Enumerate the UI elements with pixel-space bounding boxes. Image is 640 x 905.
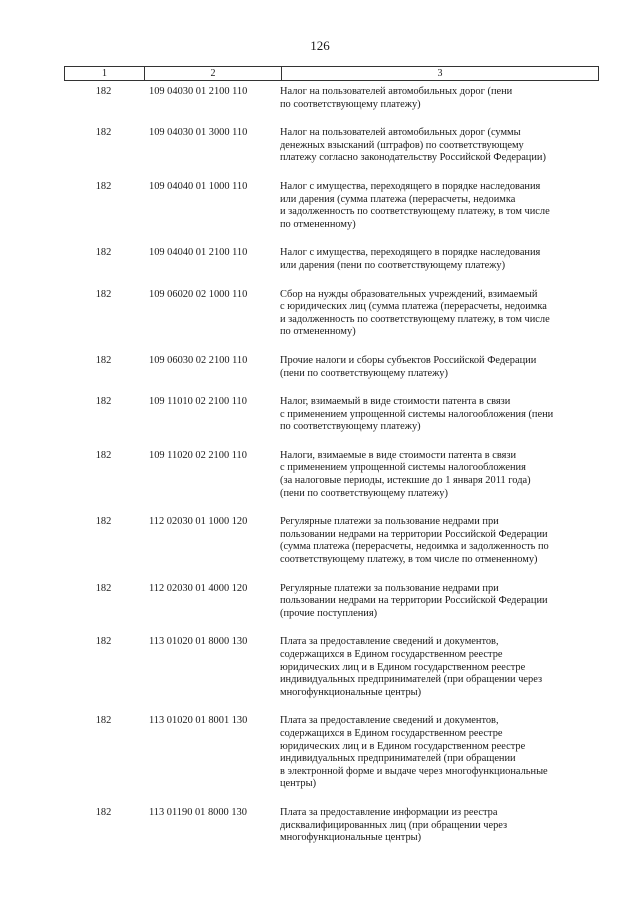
table-row <box>64 583 599 621</box>
admin-code: 182 <box>95 806 112 818</box>
admin-code: 182 <box>95 582 112 594</box>
budget-classification-code: 112 02030 01 4000 120 <box>149 582 248 594</box>
revenue-description: Налоги, взимаемые в виде стоимости патента в связи с применением упрощенной системы налогообложения (за налоговые периоды, истекшие до 1 января 2011 года) (пени по соответствующему платежу) <box>280 449 531 499</box>
table-row <box>64 247 599 272</box>
table-header <box>64 66 599 81</box>
budget-classification-code: 109 11010 02 2100 110 <box>149 396 247 408</box>
revenue-description: Сбор на нужды образовательных учреждений, взимаемый с юридических лиц (сумма платежа (перерасчеты, недоимка и задолженность по соответствующему платежу, в том числе по отмененному) <box>280 288 550 338</box>
budget-classification-code: 109 04030 01 3000 110 <box>149 127 248 139</box>
revenue-description: Налог на пользователей автомобильных дорог (суммы денежных взысканий (штрафов) по соответствующему платежу согласно законодательству Российской Федерации) <box>280 127 546 164</box>
admin-code: 182 <box>95 636 112 648</box>
table-row <box>64 396 599 434</box>
admin-code: 182 <box>95 180 112 192</box>
revenue-codes-table <box>64 66 599 845</box>
budget-classification-code: 109 06020 02 1000 110 <box>149 288 248 300</box>
header-col-1: 1 <box>65 67 145 80</box>
table-row <box>64 715 599 791</box>
revenue-description: Плата за предоставление сведений и документов, содержащихся в Едином государственном реестре юридических лиц и в Едином государственном реестре индивидуальных предпринимателей (при обращении в электронной форме и выдаче через многофункциональные центры) <box>280 715 548 790</box>
admin-code: 182 <box>95 396 112 408</box>
budget-classification-code: 113 01190 01 8000 130 <box>149 806 247 818</box>
table-row <box>64 86 599 111</box>
budget-classification-code: 113 01020 01 8000 130 <box>149 636 248 648</box>
admin-code: 182 <box>95 354 112 366</box>
header-col-2: 2 <box>145 67 282 80</box>
budget-classification-code: 109 06030 02 2100 110 <box>149 354 248 366</box>
admin-code: 182 <box>95 288 112 300</box>
budget-classification-code: 109 04040 01 2100 110 <box>149 247 248 259</box>
table-row <box>64 355 599 380</box>
revenue-description: Плата за предоставление сведений и документов, содержащихся в Едином государственном реестре юридических лиц и в Едином государственном реестре индивидуальных предпринимателей (при обращении через многофункциональные центры) <box>280 636 543 698</box>
table-row <box>64 181 599 231</box>
revenue-description: Налог, взимаемый в виде стоимости патента в связи с применением упрощенной системы налогообложения (пени по соответствующему платежу) <box>280 396 554 433</box>
table-row <box>64 450 599 500</box>
revenue-description: Прочие налоги и сборы субъектов Российской Федерации (пени по соответствующему платежу) <box>280 354 537 379</box>
page-number: 126 <box>310 38 330 53</box>
table-row <box>64 127 599 165</box>
revenue-description: Регулярные платежи за пользование недрами при пользовании недрами на территории Российской Федерации (сумма платежа (перерасчеты, недоимка и задолженность по соответствующему платежу, в том числе по отмененному) <box>280 516 549 566</box>
header-col-3: 3 <box>437 68 443 79</box>
table-row <box>64 516 599 566</box>
budget-classification-code: 112 02030 01 1000 120 <box>149 516 248 528</box>
revenue-description: Налог с имущества, переходящего в порядке наследования или дарения (пени по соответствующему платежу) <box>280 247 541 271</box>
budget-classification-code: 109 11020 02 2100 110 <box>149 449 247 461</box>
admin-code: 182 <box>95 86 112 97</box>
table-row <box>64 289 599 339</box>
budget-classification-code: 109 04030 01 2100 110 <box>149 86 248 97</box>
admin-code: 182 <box>95 516 112 528</box>
table-row <box>64 636 599 699</box>
admin-code: 182 <box>95 247 112 259</box>
revenue-description: Плата за предоставление информации из реестра дисквалифицированных лиц (при обращении через многофункциональные центры) <box>280 806 508 844</box>
table-row <box>64 807 599 845</box>
revenue-description: Регулярные платежи за пользование недрами при пользовании недрами на территории Российской Федерации (прочие поступления) <box>280 582 548 619</box>
admin-code: 182 <box>95 449 112 461</box>
admin-code: 182 <box>95 715 112 727</box>
budget-classification-code: 109 04040 01 1000 110 <box>149 180 248 192</box>
revenue-description: Налог с имущества, переходящего в порядке наследования или дарения (сумма платежа (перерасчеты, недоимка и задолженность по соответствующему платежу, в том числе по отмененному) <box>280 180 550 230</box>
admin-code: 182 <box>95 127 112 139</box>
revenue-description: Налог на пользователей автомобильных дорог (пени по соответствующему платежу) <box>280 86 513 110</box>
budget-classification-code: 113 01020 01 8001 130 <box>149 715 248 727</box>
